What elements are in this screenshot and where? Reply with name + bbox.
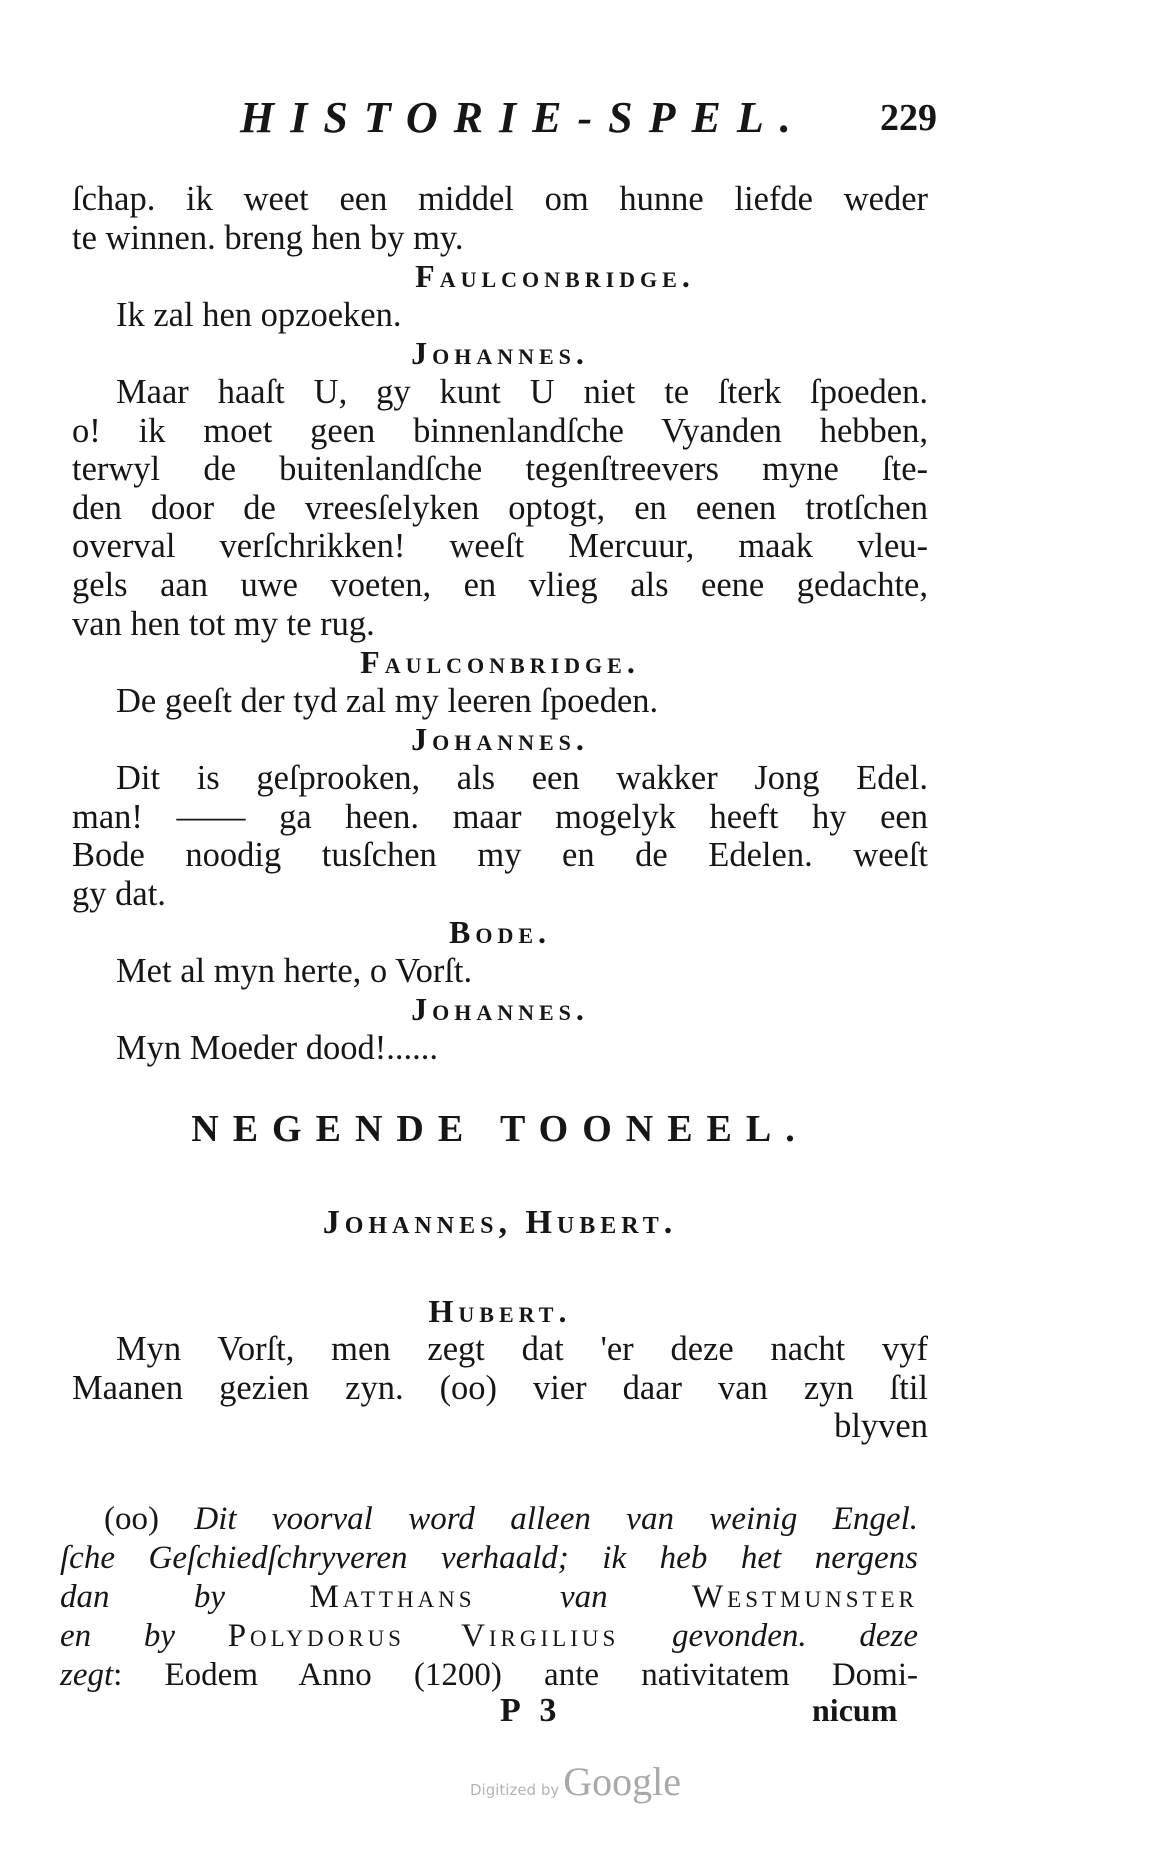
speaker-name: Faulconbridge. (360, 644, 640, 681)
play-text (72, 180, 928, 1446)
page-number: 229 (880, 97, 937, 139)
text-line: den door de vreesſelyken optogt, en eenen trotſchen (72, 488, 928, 527)
footnote-line (60, 1500, 918, 1539)
text-line: ſchap. ik weet een middel om hunne liefde weder (72, 180, 928, 218)
page-header (0, 92, 1150, 152)
watermark-prefix: Digitized by (470, 1781, 560, 1799)
google-logo: Google (563, 1759, 682, 1804)
speaker-name: Johannes. (411, 721, 589, 758)
author-name: Matthans (309, 1579, 476, 1615)
footnote-text: Dit voorval word alleen van weinig Engel. (158, 1501, 918, 1537)
footnote-text: van (475, 1579, 693, 1615)
speaker-name: Johannes. (411, 335, 589, 372)
footnote-text: dan by (60, 1579, 310, 1615)
footnote-text: en by (60, 1618, 228, 1654)
scene-title: NEGENDE TOONEEL. (191, 1107, 809, 1150)
text-line: o! ik moet geen binnenlandſche Vyanden hebben, (72, 411, 928, 450)
speaker-name: Hubert. (428, 1292, 572, 1329)
text-line: Myn Vorſt, men zegt dat 'er deze nacht vyf (116, 1330, 928, 1369)
running-title: HISTORIE-SPEL. (240, 93, 807, 142)
digitized-watermark (470, 1758, 681, 1805)
text-line: Maanen gezien zyn. (oo) vier daar van zyn ſtil (72, 1368, 928, 1407)
speaker-name: Bode. (448, 914, 552, 951)
scene-cast: Johannes, Hubert. (322, 1203, 678, 1241)
text-line: overval verſchrikken! weeſt Mercuur, maak vleu- (72, 527, 928, 566)
text-line: terwyl de buitenlandſche tegenſtreevers myne ſte- (72, 450, 928, 489)
latin-quote: : Eodem Anno (1200) ante nativitatem Domi- (113, 1657, 918, 1693)
catchword: nicum (812, 1692, 898, 1728)
footnote-line (60, 1578, 918, 1617)
text-line: Bode noodig tusſchen my en de Edelen. weeſt (72, 836, 928, 875)
text-line: gy dat. (72, 874, 166, 913)
text-line: Myn Moeder dood!...... (116, 1029, 438, 1068)
footnote-line (60, 1656, 918, 1695)
author-name: Polydorus Virgilius (227, 1618, 620, 1654)
signature-mark: P 3 (500, 1692, 563, 1729)
text-line: Dit is geſprooken, als een wakker Jong Edel. (116, 758, 928, 797)
text-line: Met al myn herte, o Vorſt. (116, 951, 473, 990)
text-line: Ik zal hen opzoeken. (116, 295, 402, 334)
text-line: gels aan uwe voeten, en vlieg als eene gedachte, (72, 565, 928, 604)
footnote-text: zegt (60, 1657, 114, 1693)
footnote-text: gevonden. deze (619, 1618, 918, 1654)
footnote-line (60, 1539, 918, 1578)
footnote-line (60, 1617, 918, 1656)
text-line: De geeſt der tyd zal my leeren ſpoeden. (116, 681, 659, 720)
text-line: man! —— ga heen. maar mogelyk heeft hy een (72, 797, 928, 836)
footnote-marker: (oo) (104, 1501, 159, 1537)
text-line: te winnen. breng hen by my. (72, 218, 464, 257)
footnote (60, 1500, 918, 1695)
text-line: van hen tot my te rug. (72, 604, 375, 643)
author-name: Westmunster (692, 1579, 918, 1615)
speaker-name: Johannes. (411, 991, 589, 1028)
footnote-text: ſche Geſchiedſchryveren verhaald; ik heb het nergens (60, 1540, 918, 1576)
text-line: Maar haaſt U, gy kunt U niet te ſterk ſpoeden. (116, 372, 928, 411)
text-line: blyven (834, 1407, 928, 1446)
speaker-name: Faulconbridge. (415, 258, 695, 295)
